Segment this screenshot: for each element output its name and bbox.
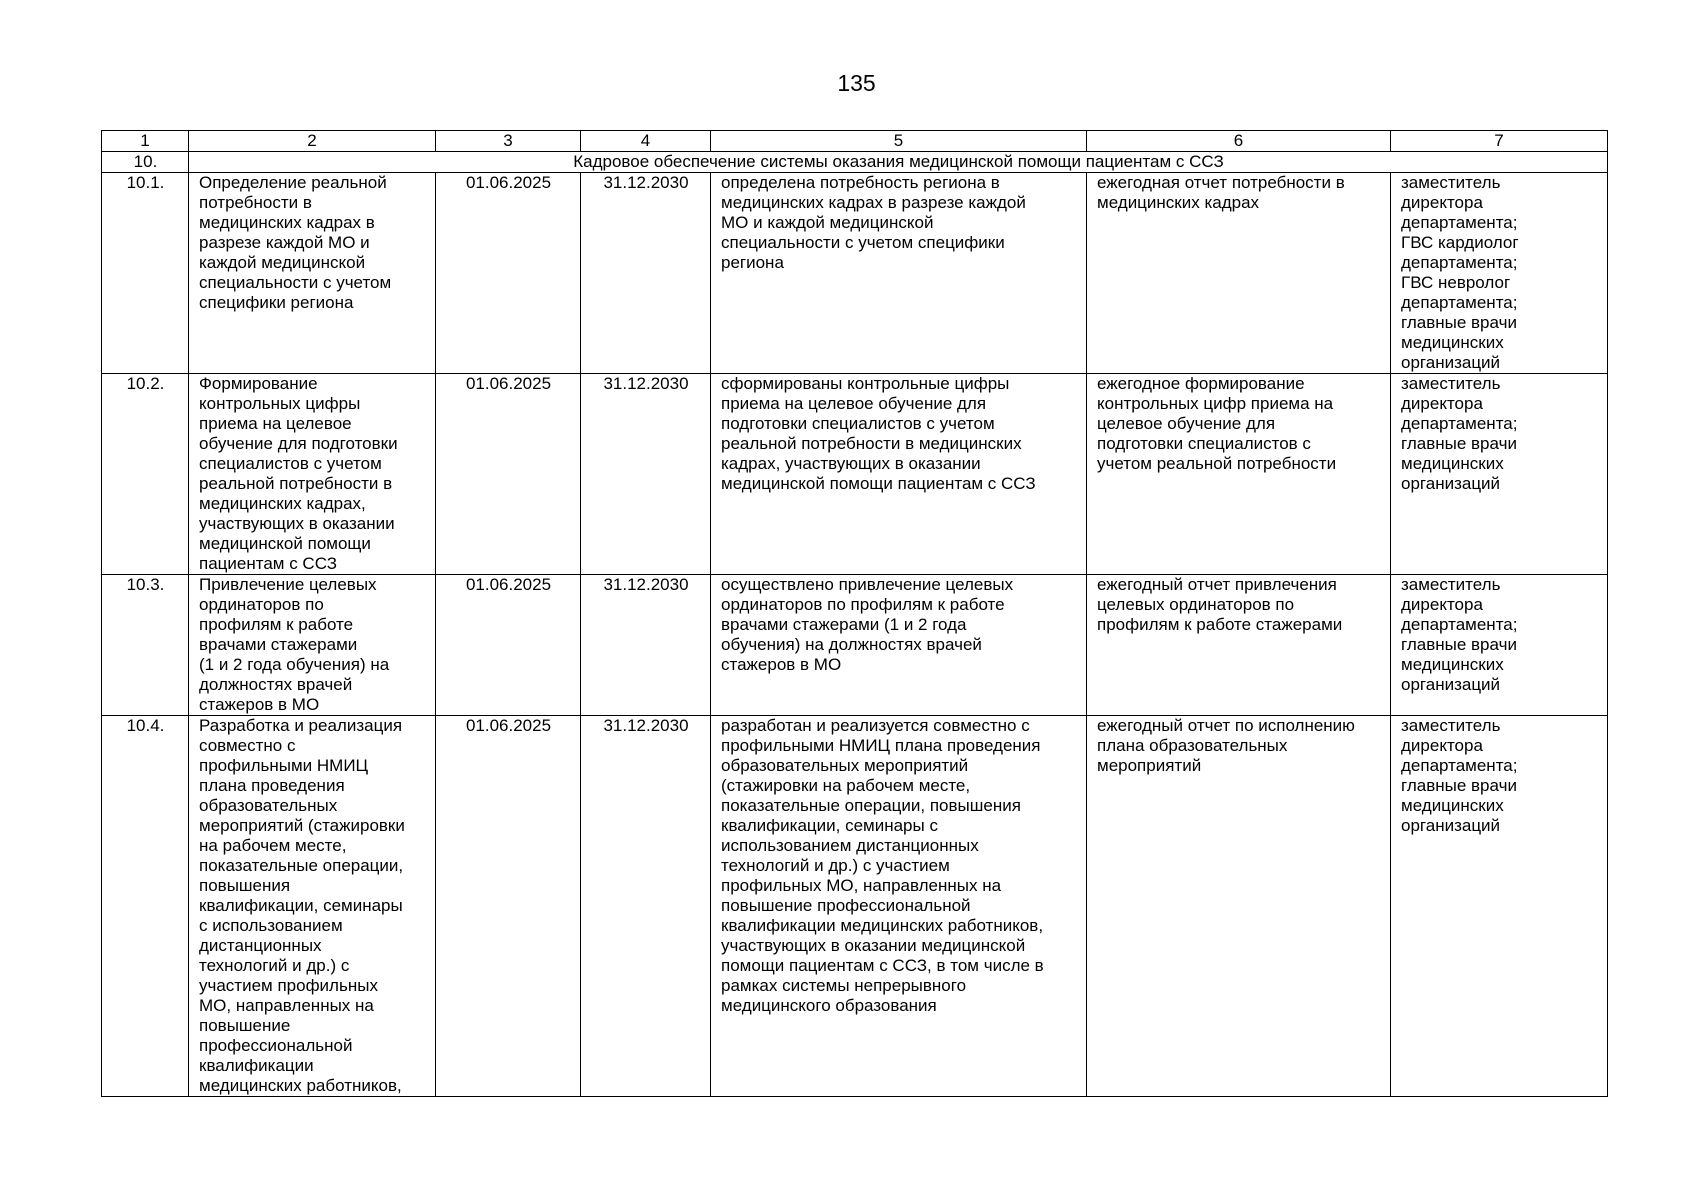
report-type: ежегодный отчет по исполнению плана образовательных мероприятий <box>1087 716 1391 1097</box>
page-number: 135 <box>837 70 876 96</box>
report-type: ежегодный отчет привлечения целевых ординаторов по профилям к работе стажерами <box>1087 575 1391 716</box>
start-date: 01.06.2025 <box>436 173 581 374</box>
responsible: заместитель директора департамента; ГВС кардиолог департамента; ГВС невролог департамента; главные врачи медицинских организаций <box>1391 173 1608 374</box>
row-number: 10.1. <box>102 173 189 374</box>
table-row <box>102 374 1608 575</box>
start-date: 01.06.2025 <box>436 575 581 716</box>
section-row <box>102 152 1608 173</box>
expected-result: разработан и реализуется совместно с профильными НМИЦ плана проведения образовательных мероприятий (стажировки на рабочем месте, показательные операции, повышения квалификации, семинары с использованием дистанционных технологий и др.) с участием профильных МО, направленных на повышение профессиональной квалификации медицинских работников, участвующих в оказании медицинской помощи пациентам с ССЗ, в том числе в рамках системы непрерывного медицинского образования <box>711 716 1087 1097</box>
column-number: 5 <box>711 131 1087 152</box>
end-date: 31.12.2030 <box>581 374 711 575</box>
row-number: 10.3. <box>102 575 189 716</box>
column-number-row <box>102 131 1608 152</box>
expected-result: осуществлено привлечение целевых ординаторов по профилям к работе врачами стажерами (1 и 2 года обучения) на должностях врачей стажеров в МО <box>711 575 1087 716</box>
measure-name: Разработка и реализация совместно с профильными НМИЦ плана проведения образовательных мероприятий (стажировки на рабочем месте, показательные операции, повышения квалификации, семинары с использованием дистанционных технологий и др.) с участием профильных МО, направленных на повышение профессиональной квалификации медицинских работников, <box>189 716 436 1097</box>
column-number: 3 <box>436 131 581 152</box>
report-type: ежегодное формирование контрольных цифр приема на целевое обучение для подготовки специалистов с учетом реальной потребности <box>1087 374 1391 575</box>
measure-name: Формирование контрольных цифры приема на целевое обучение для подготовки специалистов с учетом реальной потребности в медицинских кадрах, участвующих в оказании медицинской помощи пациентам с ССЗ <box>189 374 436 575</box>
measures-table <box>101 130 1608 1097</box>
section-title: Кадровое обеспечение системы оказания медицинской помощи пациентам с ССЗ <box>189 152 1608 173</box>
responsible: заместитель директора департамента; главные врачи медицинских организаций <box>1391 374 1608 575</box>
table-row <box>102 173 1608 374</box>
end-date: 31.12.2030 <box>581 716 711 1097</box>
measure-name: Определение реальной потребности в медицинских кадрах в разрезе каждой МО и каждой медицинской специальности с учетом специфики региона <box>189 173 436 374</box>
column-number: 7 <box>1391 131 1608 152</box>
section-number: 10. <box>102 152 189 173</box>
end-date: 31.12.2030 <box>581 173 711 374</box>
expected-result: сформированы контрольные цифры приема на целевое обучение для подготовки специалистов с учетом реальной потребности в медицинских кадрах, участвующих в оказании медицинской помощи пациентам с ССЗ <box>711 374 1087 575</box>
measure-name: Привлечение целевых ординаторов по профилям к работе врачами стажерами (1 и 2 года обучения) на должностях врачей стажеров в МО <box>189 575 436 716</box>
column-number: 2 <box>189 131 436 152</box>
report-type: ежегодная отчет потребности в медицинских кадрах <box>1087 173 1391 374</box>
start-date: 01.06.2025 <box>436 374 581 575</box>
responsible: заместитель директора департамента; главные врачи медицинских организаций <box>1391 716 1608 1097</box>
column-number: 6 <box>1087 131 1391 152</box>
responsible: заместитель директора департамента; главные врачи медицинских организаций <box>1391 575 1608 716</box>
column-number: 1 <box>102 131 189 152</box>
expected-result: определена потребность региона в медицинских кадрах в разрезе каждой МО и каждой медицинской специальности с учетом специфики региона <box>711 173 1087 374</box>
table-row <box>102 716 1608 1097</box>
column-number: 4 <box>581 131 711 152</box>
table-row <box>102 575 1608 716</box>
row-number: 10.2. <box>102 374 189 575</box>
row-number: 10.4. <box>102 716 189 1097</box>
start-date: 01.06.2025 <box>436 716 581 1097</box>
end-date: 31.12.2030 <box>581 575 711 716</box>
